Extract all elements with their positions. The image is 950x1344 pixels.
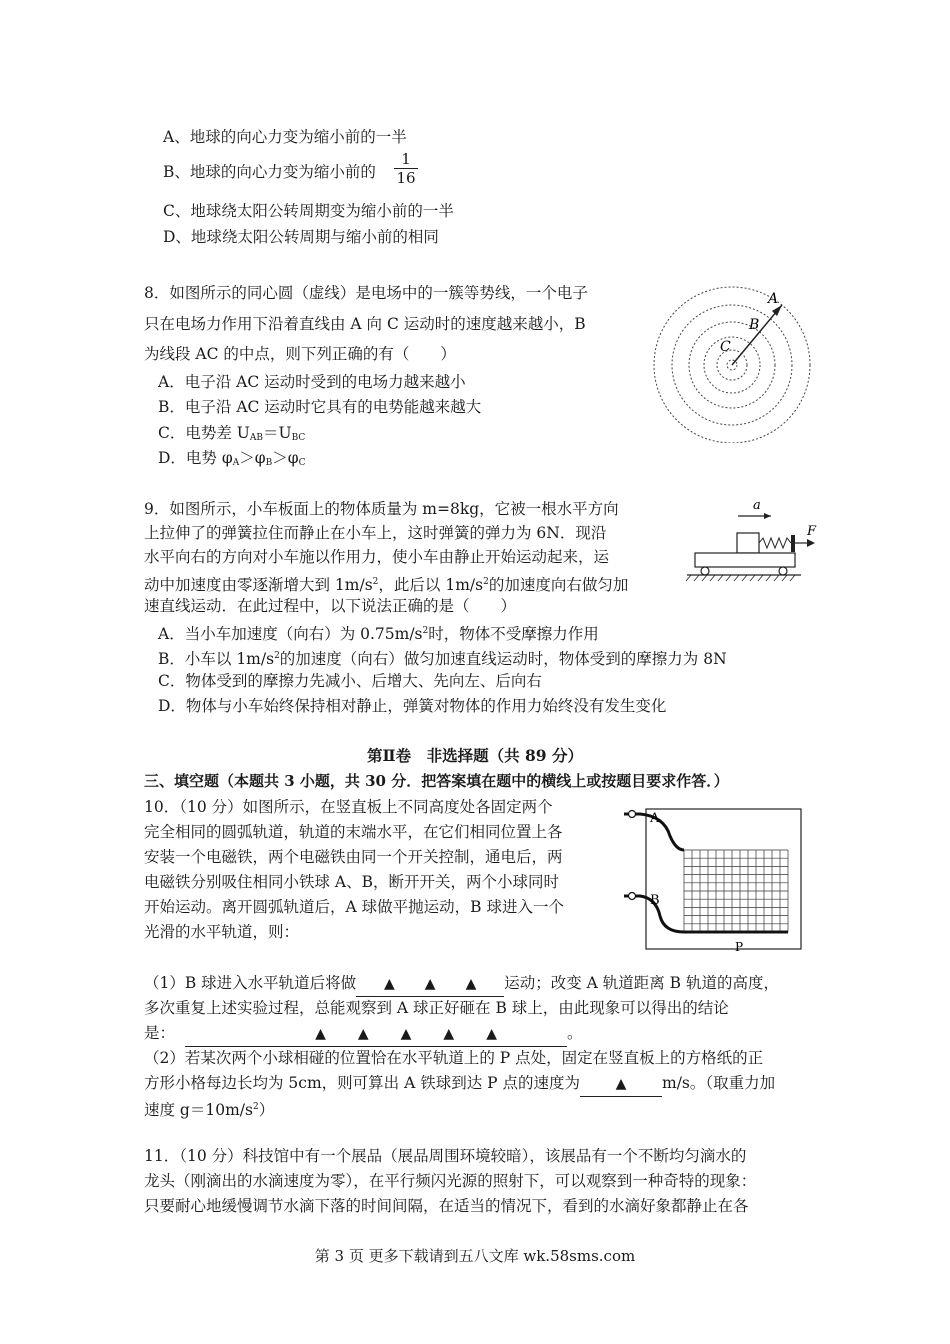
q8-option-b: B．电子沿 AC 运动时它具有的电势能越来越大 bbox=[158, 398, 482, 416]
q8-option-c: C．电势差 $U_{AB}=U_{BC}$ bbox=[158, 424, 306, 443]
q11-stem-line2: 龙头（刚滴出的水滴速度为零），在平行频闪光源的照射下，可以观察到一种奇特的现象： bbox=[144, 1172, 757, 1190]
q9-stem-line1: 9．如图所示，小车板面上的物体质量为 m=8kg，它被一根水平方向 bbox=[144, 500, 619, 518]
q10-part2-line1: （2）若某次两个小球相碰的位置恰在水平轨道上的 P 点处，固定在竖直板上的方格纸的正 bbox=[144, 1049, 764, 1067]
wheel bbox=[701, 567, 709, 575]
q9-option-a: A．当小车加速度（向右）为 $0.75m/s^2$时，物体不受摩擦力作用 bbox=[158, 625, 599, 643]
q10-part1-line1: （1）B 球进入水平轨道后将做 ▲ ▲ ▲ 运动；改变 A 轨道距离 B 轨道的高度， bbox=[144, 971, 779, 997]
answer-blank-2[interactable] bbox=[185, 1021, 567, 1047]
q9-option-c: C．物体受到的摩擦力先减小、后增大、先向左、后向右 bbox=[158, 672, 542, 690]
page-footer: 第 3 页 更多下载请到五八文库 wk.58sms.com bbox=[314, 1247, 636, 1265]
arrow-head-icon bbox=[807, 539, 815, 547]
q7-option-a: A、地球的向心力变为缩小前的一半 bbox=[163, 128, 407, 146]
fraction-denominator: 16 bbox=[396, 169, 416, 187]
q10-stem-line4: 电磁铁分别吸住相同小铁球 A、B，断开开关，两个小球同时 bbox=[144, 873, 560, 891]
track-b bbox=[624, 896, 788, 932]
q9-option-b: B．小车以 $1m/s^2$的加速度（向右）做匀加速直线运动时，物体受到的摩擦力为 8N bbox=[158, 650, 727, 668]
wheel bbox=[779, 567, 787, 575]
q7-option-b: B、地球的向心力变为缩小前的 bbox=[163, 163, 376, 181]
fraction-numerator: 1 bbox=[401, 150, 411, 168]
q10-stem-line1: 10．（10 分）如图所示，在竖直板上不同高度处各固定两个 bbox=[144, 798, 553, 816]
triangle-icon: ▲ bbox=[486, 1026, 497, 1042]
triangle-icon: ▲ bbox=[424, 976, 436, 992]
cart-body bbox=[695, 553, 795, 567]
part-three-heading: 三、填空题（本题共 3 小题，共 30 分．把答案填在题中的横线上或按题目要求作答．） bbox=[144, 772, 729, 790]
force-label: F bbox=[807, 524, 817, 539]
label-p: P bbox=[735, 940, 744, 954]
q8-stem-line3: 为线段 AC 的中点，则下列正确的有（ ） bbox=[144, 345, 456, 363]
spring-post bbox=[791, 535, 795, 552]
triangle-icon: ▲ bbox=[443, 1026, 455, 1042]
q8-option-a: A．电子沿 AC 运动时受到的电场力越来越小 bbox=[158, 373, 466, 391]
ball-a bbox=[629, 811, 636, 818]
q10-stem-line2: 完全相同的圆弧轨道，轨道的末端水平，在它们相同位置上各 bbox=[144, 823, 563, 841]
q10-part1-line3: 是： ▲ ▲ ▲ ▲ ▲ 。 bbox=[144, 1021, 583, 1047]
q9-stem-line5: 速直线运动．在此过程中，以下说法正确的是（ ） bbox=[144, 597, 517, 615]
q8-option-d: D．电势 $\varphi_A>\varphi_B>\varphi_C$ bbox=[158, 449, 306, 468]
answer-blank-3[interactable] bbox=[580, 1071, 662, 1097]
ground-hatch bbox=[686, 575, 795, 581]
q9-stem-line3: 水平向右的方向对小车施以作用力，使小车由静止开始运动起来，运 bbox=[144, 548, 610, 566]
q10-stem-line6: 光滑的水平轨道，则： bbox=[144, 923, 300, 941]
q9-stem-line2: 上拉伸了的弹簧拉住而静止在小车上，这时弹簧的弹力为 6N．现沿 bbox=[144, 524, 607, 542]
section-title: 第Ⅱ卷 非选择题（共 89 分） bbox=[367, 746, 583, 765]
grid-paper bbox=[684, 850, 788, 932]
label-a: A bbox=[650, 811, 660, 826]
cart-figure bbox=[683, 497, 823, 587]
label-b: B bbox=[650, 893, 660, 908]
fraction-1-16 bbox=[393, 150, 419, 187]
acceleration-label: a bbox=[753, 498, 761, 513]
label-b: B bbox=[749, 317, 760, 333]
arrow-head-icon bbox=[764, 513, 771, 519]
q9-option-d: D．物体与小车始终保持相对静止，弹簧对物体的作用力始终没有发生变化 bbox=[158, 697, 667, 715]
q11-stem-line3: 只要耐心地缓慢调节水滴下落的时间间隔，在适当的情况下，看到的水滴好象都静止在各 bbox=[144, 1197, 749, 1215]
q8-stem-line1: 8．如图所示的同心圆（虚线）是电场中的一簇等势线，一个电子 bbox=[144, 284, 588, 302]
q11-stem-line1: 11．（10 分）科技馆中有一个展品（展品周围环境较暗），该展品有一个不断均匀滴水的 bbox=[144, 1147, 747, 1165]
q7-option-c: C、地球绕太阳公转周期变为缩小前的一半 bbox=[163, 202, 454, 220]
q10-part2-line3: 速度 $g=10m/s^2$） bbox=[144, 1101, 275, 1119]
triangle-icon: ▲ bbox=[465, 976, 477, 992]
q10-stem-line3: 安装一个电磁铁，两个电磁铁由同一个开关控制，通电后，两 bbox=[144, 848, 563, 866]
label-c: C bbox=[720, 339, 731, 355]
spring bbox=[759, 538, 791, 548]
q10-stem-line5: 开始运动。离开圆弧轨道后，A 球做平抛运动，B 球进入一个 bbox=[144, 898, 564, 916]
track-grid-figure bbox=[618, 806, 808, 956]
equipotential-figure bbox=[652, 283, 822, 443]
q8-stem-line2: 只在电场力作用下沿着直线由 A 向 C 运动时的速度越来越小，B bbox=[144, 315, 586, 333]
triangle-icon: ▲ bbox=[400, 1026, 412, 1042]
ball-b bbox=[629, 893, 636, 900]
triangle-icon: ▲ bbox=[615, 1076, 627, 1092]
answer-blank-1[interactable] bbox=[356, 971, 504, 997]
q7-option-d: D、地球绕太阳公转周期与缩小前的相同 bbox=[163, 228, 439, 246]
triangle-icon: ▲ bbox=[315, 1026, 326, 1042]
q9-stem-line4: 动中加速度由零逐渐增大到 $1m/s^2$，此后以 $1m/s^2$的加速度向右做匀加 bbox=[144, 576, 629, 594]
label-a: A bbox=[768, 291, 779, 307]
q10-part2-line2: 方形小格每边长均为 5cm，则可算出 A 铁球到达 P 点的速度为 ▲ m/s。（取重力加 bbox=[144, 1071, 775, 1097]
block bbox=[737, 533, 759, 553]
triangle-icon: ▲ bbox=[384, 976, 395, 992]
q10-part1-line2: 多次重复上述实验过程，总能观察到 A 球正好砸在 B 球上，由此现象可以得出的结论 bbox=[144, 999, 729, 1017]
triangle-icon: ▲ bbox=[357, 1026, 369, 1042]
